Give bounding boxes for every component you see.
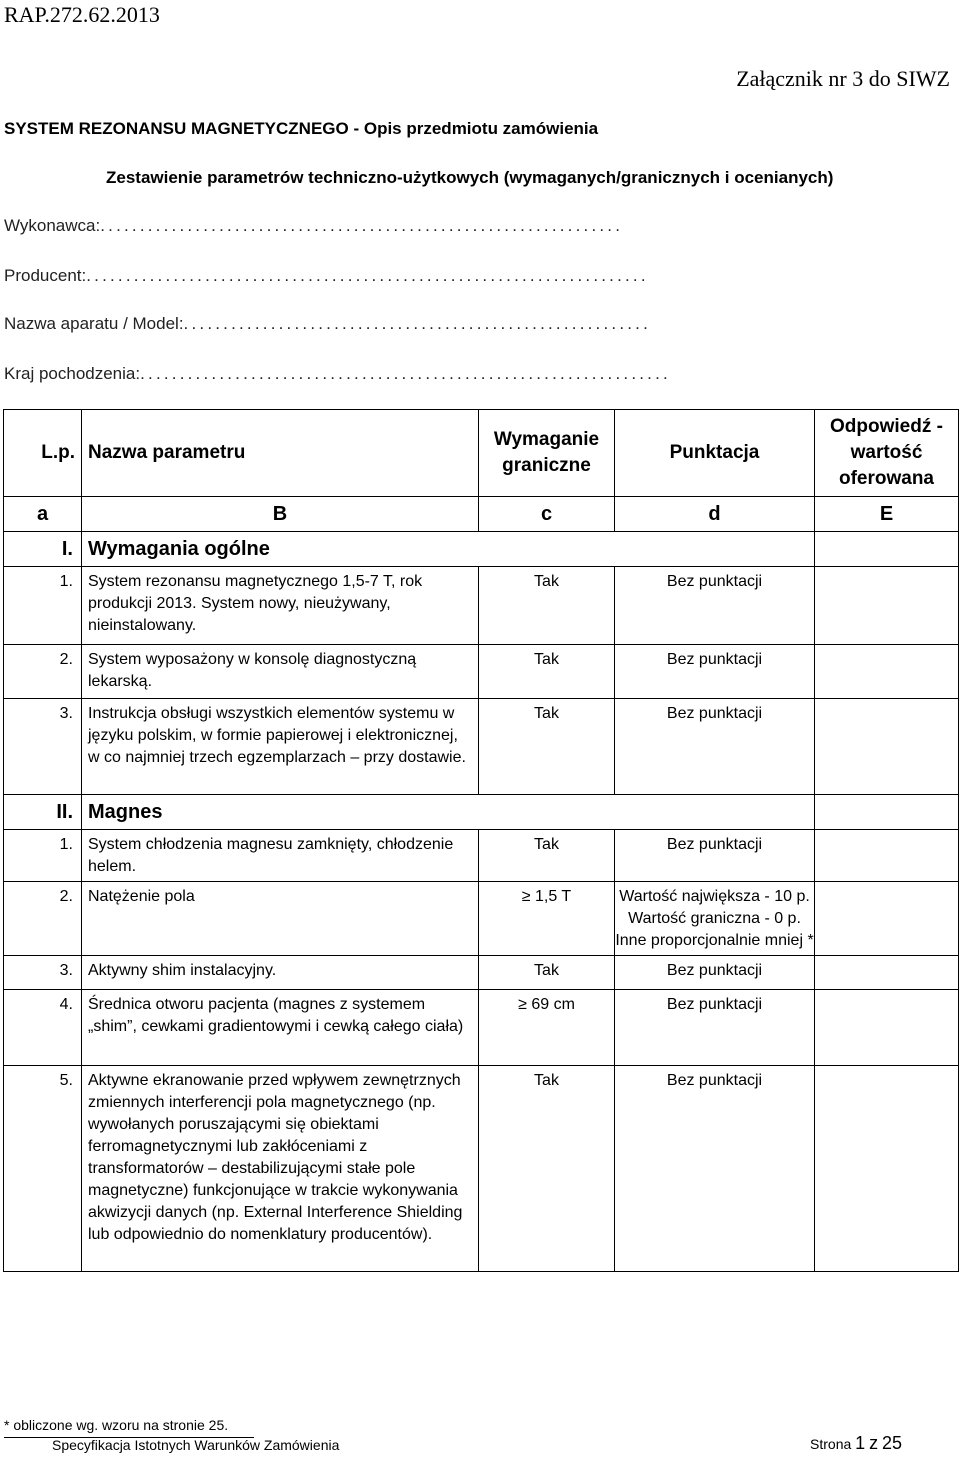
row-requirement: Tak — [479, 956, 615, 990]
scoring-min: Wartość graniczna - 0 p. — [628, 910, 801, 927]
header-requirement: Wymaganie graniczne — [479, 410, 615, 497]
producer-dots: ....................................................................... — [86, 266, 649, 285]
row-requirement: Tak — [479, 1066, 615, 1272]
page-number — [810, 1433, 902, 1454]
page-total: 25 — [881, 1433, 902, 1453]
scoring-max: Wartość największa - 10 p. — [619, 888, 810, 905]
answer-cell[interactable] — [815, 699, 959, 795]
answer-cell[interactable] — [815, 1066, 959, 1272]
answer-cell[interactable] — [815, 882, 959, 956]
answer-cell[interactable] — [815, 990, 959, 1066]
letter-b: B — [82, 497, 479, 532]
footer-document-title: Specyfikacja Istotnych Warunków Zamówienia — [52, 1437, 340, 1453]
row-requirement: ≥ 1,5 T — [479, 882, 615, 956]
header-scoring: Punktacja — [615, 410, 815, 497]
contractor-label: Wykonawca: — [4, 216, 101, 235]
letter-e: E — [815, 497, 959, 532]
row-number: 4. — [4, 990, 82, 1066]
row-parameter: System wyposażony w konsolę diagnostyczną lekarską. — [82, 645, 479, 699]
scoring-other: Inne proporcjonalnie mniej * — [615, 932, 814, 949]
model-label: Nazwa aparatu / Model: — [4, 314, 184, 333]
answer-cell[interactable] — [815, 795, 959, 830]
page-word: Strona — [810, 1436, 852, 1452]
section-title: Wymagania ogólne — [82, 532, 815, 567]
row-scoring: Bez punktacji — [615, 956, 815, 990]
answer-cell[interactable] — [815, 956, 959, 990]
section-title: Magnes — [82, 795, 815, 830]
producer-label: Producent: — [4, 266, 87, 285]
section-number: II. — [4, 795, 82, 830]
row-parameter: Natężenie pola — [82, 882, 479, 956]
header-answer: Odpowiedź - wartość oferowana — [815, 410, 959, 497]
answer-cell[interactable] — [815, 532, 959, 567]
contractor-field — [4, 216, 764, 236]
model-field — [4, 314, 764, 334]
row-scoring: Bez punktacji — [615, 1066, 815, 1272]
row-scoring: Bez punktacji — [615, 830, 815, 882]
row-parameter: System chłodzenia magnesu zamknięty, chłodzenie helem. — [82, 830, 479, 882]
page-of: z — [869, 1433, 879, 1453]
system-title: SYSTEM REZONANSU MAGNETYCZNEGO - Opis przedmiotu zamówienia — [4, 119, 599, 138]
table-row — [4, 645, 959, 699]
model-dots: ........................................................... — [183, 314, 652, 333]
row-number: 1. — [4, 567, 82, 645]
row-number: 2. — [4, 645, 82, 699]
row-number: 2. — [4, 882, 82, 956]
table-row — [4, 567, 959, 645]
row-parameter: Aktywny shim instalacyjny. — [82, 956, 479, 990]
footnote: * obliczone wg. wzoru na stronie 25. — [4, 1417, 229, 1433]
row-scoring: Bez punktacji — [615, 699, 815, 795]
row-parameter: Aktywne ekranowanie przed wpływem zewnętrznych zmiennych interferencji pola magnetycznego (np. wywołanych poruszającymi się obiektami ferromagnetycznymi lub zakłóceniami z transformatorów – destabilizującymi stałe pole magnetyczne) funkcjonujące w trakcie wykonywania akwizycji danych (np. External Interference Shielding lub odpowiednio do nomenklatury producentów). — [82, 1066, 479, 1272]
letter-c: c — [479, 497, 615, 532]
annex-label: Załącznik nr 3 do SIWZ — [736, 66, 950, 91]
row-number: 3. — [4, 956, 82, 990]
column-letters-row — [4, 497, 959, 532]
origin-dots: ................................................................... — [140, 364, 671, 383]
table-row — [4, 699, 959, 795]
table-row — [4, 956, 959, 990]
row-requirement: ≥ 69 cm — [479, 990, 615, 1066]
letter-d: d — [615, 497, 815, 532]
table-header-row — [4, 410, 959, 497]
row-requirement: Tak — [479, 699, 615, 795]
origin-label: Kraj pochodzenia: — [4, 364, 141, 383]
section-row — [4, 795, 959, 830]
header-name: Nazwa parametru — [82, 410, 479, 497]
row-parameter: Instrukcja obsługi wszystkich elementów systemu w języku polskim, w formie papierowej i elektronicznej, w co najmniej trzech egzemplarzach – przy dostawie. — [82, 699, 479, 795]
row-number: 5. — [4, 1066, 82, 1272]
header-lp: L.p. — [4, 410, 82, 497]
table-row — [4, 990, 959, 1066]
table-row — [4, 882, 959, 956]
section-row — [4, 532, 959, 567]
document-id: RAP.272.62.2013 — [4, 2, 160, 27]
row-requirement: Tak — [479, 645, 615, 699]
parameters-table — [3, 409, 959, 1272]
answer-cell[interactable] — [815, 645, 959, 699]
row-scoring: Bez punktacji — [615, 990, 815, 1066]
contractor-dots: .................................................................. — [100, 216, 624, 235]
row-scoring — [615, 882, 815, 956]
letter-a: a — [4, 497, 82, 532]
row-requirement: Tak — [479, 830, 615, 882]
row-scoring: Bez punktacji — [615, 645, 815, 699]
producer-field — [4, 266, 764, 286]
answer-cell[interactable] — [815, 567, 959, 645]
table-row — [4, 830, 959, 882]
row-scoring: Bez punktacji — [615, 567, 815, 645]
table-row — [4, 1066, 959, 1272]
page-current: 1 — [855, 1433, 866, 1453]
origin-field — [4, 364, 764, 384]
row-number: 3. — [4, 699, 82, 795]
section-number: I. — [4, 532, 82, 567]
summary-title: Zestawienie parametrów techniczno-użytkowych (wymaganych/granicznych i ocenianych) — [106, 168, 834, 187]
row-parameter: System rezonansu magnetycznego 1,5-7 T, rok produkcji 2013. System nowy, nieużywany, nieinstalowany. — [82, 567, 479, 645]
row-parameter: Średnica otworu pacjenta (magnes z systemem „shim”, cewkami gradientowymi i cewką całego ciała) — [82, 990, 479, 1066]
row-requirement: Tak — [479, 567, 615, 645]
answer-cell[interactable] — [815, 830, 959, 882]
row-number: 1. — [4, 830, 82, 882]
